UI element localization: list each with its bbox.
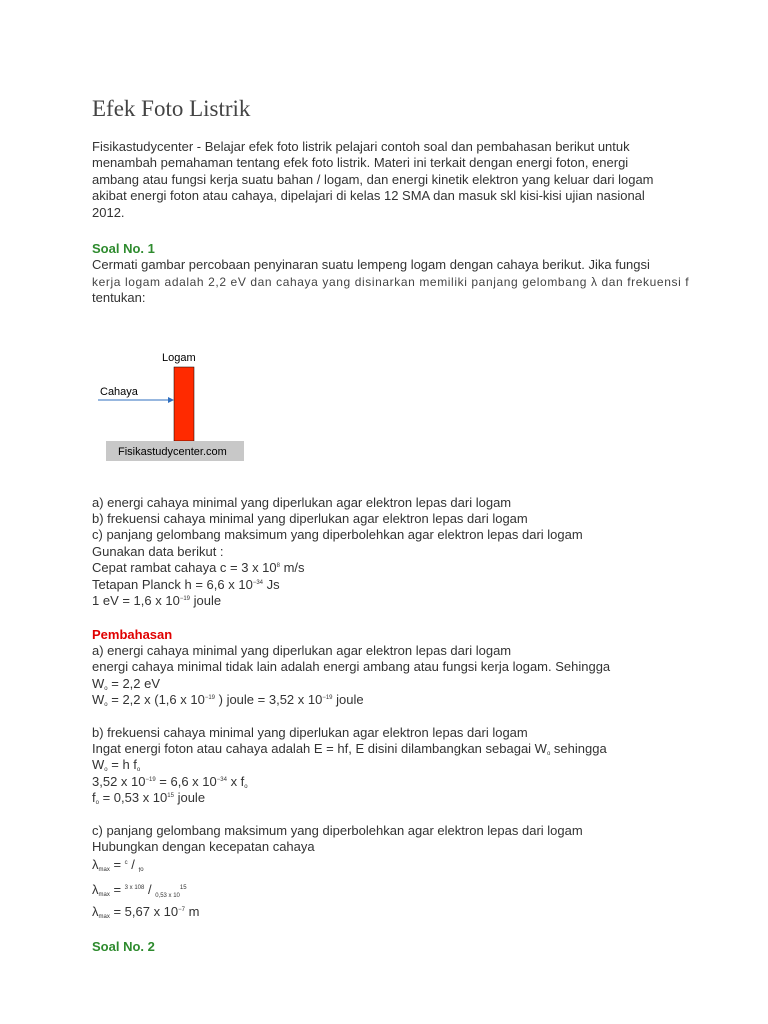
answer-a-question: a) energi cahaya minimal yang diperlukan agar elektron lepas dari logam <box>92 642 512 658</box>
arrow-head-icon <box>168 397 174 403</box>
soal-1-line: Cermati gambar percobaan penyinaran suatu lempeng logam dengan cahaya berikut. Jika fungsi <box>92 257 650 273</box>
logam-label: Logam <box>162 352 196 364</box>
soal-1-line: tentukan: <box>92 290 146 306</box>
answer-b-line: 3,52 x $10^{-19} = 6,6$ x $10^{-34}$ x $f_o$ <box>92 773 248 790</box>
question-a: a) energi cahaya minimal yang diperlukan agar elektron lepas dari logam <box>92 494 512 510</box>
page-title: Efek Foto Listrik <box>92 96 251 121</box>
metal-plate <box>174 367 194 441</box>
answer-b-question: b) frekuensi cahaya minimal yang diperlukan agar elektron lepas dari logam <box>92 724 528 740</box>
experiment-diagram <box>96 353 256 473</box>
answer-c-question: c) panjang gelombang maksimum yang diperbolehkan agar elektron lepas dari logam <box>92 822 583 838</box>
article <box>92 96 692 955</box>
question-b: b) frekuensi cahaya minimal yang diperlukan agar elektron lepas dari logam <box>92 511 528 527</box>
soal-2-heading: Soal No. 2 <box>92 938 155 954</box>
pembahasan-heading: Pembahasan <box>92 626 173 642</box>
answer-c-line: $\lambda_{max} = 5,67$ x $10^{-7}$ m <box>92 904 200 921</box>
data-ev: 1 eV = 1,6 x $10^{-19}$ joule <box>92 593 222 609</box>
answer-a-line: $W_o = 2,2$ x (1,6 x $10^{-19}$ ) joule = 3,52 x $10^{-19}$ joule <box>92 692 364 709</box>
answer-c-line: $\lambda_{max} = ^c / _{fo}$ <box>92 857 144 875</box>
answer-b-line: $W_o = h$ $f_o$ <box>92 757 141 774</box>
data-planck: Tetapan Planck h = 6,6 x $10^{-34}$ Js <box>92 576 280 592</box>
intro-line: ambang atau fungsi kerja suatu bahan / logam, dan energi kinetik elektron yang keluar dari logam <box>92 171 654 187</box>
data-speed-of-light: Cepat rambat cahaya c = 3 x $10^8$ m/s <box>92 560 305 576</box>
answer-c-line: $\lambda_{max} = ^{3 x 108} / _{0,53 x 10}^{15}$ <box>92 881 187 899</box>
intro-line: Fisikastudycenter - Belajar efek foto listrik pelajari contoh soal dan pembahasan berikut untuk <box>92 139 630 154</box>
soal-1-heading: Soal No. 1 <box>92 241 155 257</box>
data-intro: Gunakan data berikut : <box>92 543 224 559</box>
experiment-figure <box>96 353 256 473</box>
cahaya-label: Cahaya <box>100 385 138 398</box>
intro-line: akibat energi foton atau cahaya, dipelajari di kelas 12 SMA dan masuk skl kisi-kisi ujian nasional <box>92 188 645 204</box>
answer-c-line: Hubungkan dengan kecepatan cahaya <box>92 838 315 854</box>
watermark-label: Fisikastudycenter.com <box>118 445 227 458</box>
intro-line: 2012. <box>92 204 125 220</box>
question-c: c) panjang gelombang maksimum yang diperbolehkan agar elektron lepas dari logam <box>92 527 583 543</box>
answer-a-line: energi cahaya minimal tidak lain adalah energi ambang atau fungsi kerja logam. Sehingga <box>92 659 611 675</box>
answer-b-line: Ingat energi foton atau cahaya adalah E = hf, E disini dilambangkan sebagai $W_o$ sehingga <box>92 740 607 757</box>
answer-a-line: $W_o = 2,2$ eV <box>92 675 161 692</box>
soal-1-line: kerja logam adalah 2,2 eV dan cahaya yang disinarkan memiliki panjang gelombang λ dan frekuensi f <box>92 274 690 289</box>
answer-b-line: $f_o = 0,53$ x $10^{15}$ joule <box>92 790 206 807</box>
intro-paragraph <box>92 139 692 221</box>
intro-line: menambah pemahaman tentang efek foto listrik. Materi ini terkait dengan energi foton, energi <box>92 155 629 171</box>
